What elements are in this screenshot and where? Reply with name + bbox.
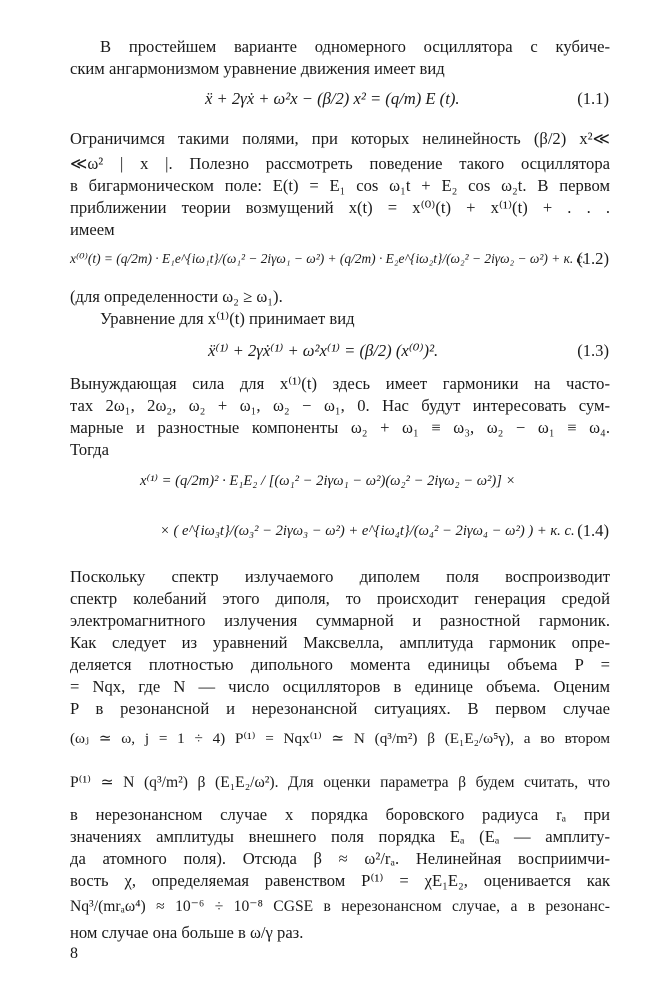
text-line: марные и разностные компоненты ω₂ + ω₁ ≡ ω₃, ω₂ − ω₁ ≡ ω₄. — [70, 418, 610, 437]
text-line: Уравнение для x⁽¹⁾(t) принимает вид — [100, 309, 355, 328]
equation-1-2: x⁽⁰⁾(t) = (q/2m) · E₁e^{iω₁t}/(ω₁² − 2iγω₁ − ω²) + (q/2m) · E₂e^{iω₂t}/(ω₂² − 2iγω₂ − ω²) + к. с. — [70, 251, 586, 266]
text-line: (для определенности ω₂ ≥ ω₁). — [70, 287, 283, 306]
text-line: значениях амплитуды внешнего поля порядка Eₐ (Eₐ — амплиту- — [70, 827, 610, 846]
text-line: тах 2ω₁, 2ω₂, ω₂ + ω₁, ω₂ − ω₁, 0. Нас будут интересовать сум- — [70, 396, 610, 415]
equation-number: (1.1) — [577, 89, 609, 108]
text-line: приближении теории возмущений x(t) = x⁽⁰⁾(t) + x⁽¹⁾(t) + . . . — [70, 198, 610, 217]
text-line: (ωⱼ ≃ ω, j = 1 ÷ 4) P⁽¹⁾ = Nqx⁽¹⁾ ≃ N (q³/m²) β (E₁E₂/ω⁵γ), а во втором — [70, 730, 610, 747]
text-line: Как следует из уравнений Максвелла, амплитуда гармоник опре- — [70, 633, 610, 652]
equation-number: (1.3) — [577, 341, 609, 360]
text-line: в нерезонансном случае x порядка боровского радиуса rₐ при — [70, 805, 610, 824]
text-line: = Nqx, где N — число осцилляторов в единице объема. Оценим — [70, 677, 610, 696]
equation-1-3: ẍ⁽¹⁾ + 2γẋ⁽¹⁾ + ω²x⁽¹⁾ = (β/2) (x⁽⁰⁾)². — [208, 341, 439, 360]
text-line: Вынуждающая сила для x⁽¹⁾(t) здесь имеет гармоники на часто- — [70, 374, 610, 393]
equation-1-4-line-2: × ( e^{iω₃t}/(ω₃² − 2iγω₃ − ω²) + e^{iω₄t}/(ω₄² − 2iγω₄ − ω²) ) + к. с. — [160, 523, 575, 539]
equation-number: (1.4) — [577, 521, 609, 540]
text-line: ≪ω² | x |. Полезно рассмотреть поведение такого осциллятора — [70, 154, 610, 173]
text-line: ским ангармонизмом уравнение движения имеет вид — [70, 59, 445, 78]
text-line: Nq³/(mrₐω⁴) ≈ 10⁻⁶ ÷ 10⁻⁸ CGSE в нерезонансном случае, а в резонанс- — [70, 898, 610, 915]
text-line: Поскольку спектр излучаемого диполем поля воспроизводит — [70, 567, 610, 586]
text-line: в бигармоническом поле: E(t) = E₁ cos ω₁t + E₂ cos ω₂t. В первом — [70, 176, 610, 195]
page-number: 8 — [70, 945, 78, 962]
text-line: В простейшем варианте одномерного осциллятора с кубиче- — [100, 37, 610, 56]
text-line: электромагнитного излучения суммарной и разностной гармоник. — [70, 611, 610, 630]
text-line: деляется плотностью дипольного момента единицы объема P = — [70, 655, 610, 674]
equation-1-1: ẍ + 2γẋ + ω²x − (β/2) x² = (q/m) E (t). — [205, 89, 460, 108]
text-line: имеем — [70, 220, 115, 239]
text-line: ном случае она больше в ω/γ раз. — [70, 923, 304, 942]
equation-number: (1.2) — [577, 249, 609, 268]
text-line: вость χ, определяемая равенством P⁽¹⁾ = χE₁E₂, оценивается как — [70, 871, 610, 890]
text-line: Ограничимся такими полями, при которых нелинейность (β/2) x²≪ — [70, 129, 610, 148]
text-line: P⁽¹⁾ ≃ N (q³/m²) β (E₁E₂/ω²). Для оценки параметра β будем считать, что — [70, 774, 610, 791]
text-line: Тогда — [70, 440, 109, 459]
equation-1-4-line-1: x⁽¹⁾ = (q/2m)² · E₁E₂ / [(ω₁² − 2iγω₁ − ω²)(ω₂² − 2iγω₂ − ω²)] × — [140, 473, 516, 489]
text-line: да атомного поля). Отсюда β ≈ ω²/rₐ. Нелинейная восприимчи- — [70, 849, 610, 868]
text-line: P в резонансной и нерезонансной ситуациях. В первом случае — [70, 699, 610, 718]
text-line: спектр колебаний этого диполя, то происходит генерация средой — [70, 589, 610, 608]
